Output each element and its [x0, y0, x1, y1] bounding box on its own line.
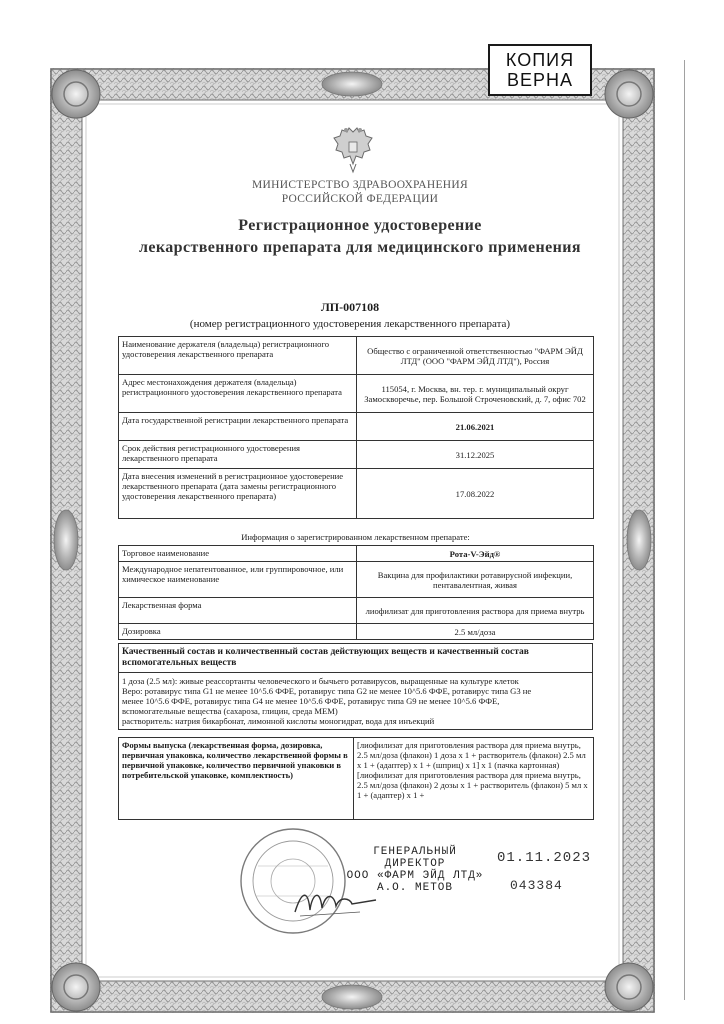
table-row — [119, 673, 593, 730]
director-signature-block — [340, 846, 490, 894]
ministry-line-2: РОССИЙСКОЙ ФЕДЕРАЦИИ — [281, 193, 439, 205]
table-row — [119, 375, 594, 413]
trade-name-value: Рота-V-Эйд® — [357, 546, 594, 562]
release-form-block-2: [лиофилизат для приготовления раствора для приема внутрь, 2.5 мл/доза (флакон) 2 дозы x 1 + растворитель (флакон) 5 мл x 1 + (адаптер) x 1 + — [357, 770, 588, 800]
validity-label: Срок действия регистрационного удостоверения лекарственного препарата — [119, 441, 357, 469]
copy-certified-stamp — [488, 44, 592, 96]
release-forms-value — [354, 738, 594, 820]
signature-line-4: А.О. МЕТОВ — [376, 882, 453, 894]
registration-number-note: (номер регистрационного удостоверения лекарственного препарата) — [189, 318, 511, 330]
signature-line-1: ГЕНЕРАЛЬНЫЙ — [373, 846, 457, 858]
table-row — [119, 413, 594, 441]
release-forms-label: Формы выпуска (лекарственная форма, дозировка, первичная упаковка, количество лекарственной формы в первичной упаковке, количество первичной упаковки в потребительской упаковке, комплектность) — [119, 738, 354, 820]
page-edge-line — [684, 60, 685, 1000]
serial-number: 043384 — [510, 878, 563, 893]
release-form-block-1: [лиофилизат для приготовления раствора для приема внутрь, 2.5 мл/доза (флакон) 1 доза x 1 + растворитель (флакон) 2.5 мл x 1 + (адаптер) x 1 + (шприц) x 1] x 1 (пачка картонная) — [357, 740, 586, 770]
certificate-title — [110, 215, 610, 259]
dosage-value: 2.5 мл/доза — [357, 624, 594, 640]
drug-info-table — [118, 545, 594, 640]
release-forms-table — [118, 737, 594, 820]
signature-line-3: ООО «ФАРМ ЭЙД ЛТД» — [346, 870, 484, 882]
trade-name-label: Торговое наименование — [119, 546, 357, 562]
inn-label: Международное непатентованное, или группировочное, или химическое наименование — [119, 562, 357, 598]
ministry-line-1: МИНИСТЕРСТВО ЗДРАВООХРАНЕНИЯ — [251, 179, 468, 191]
holder-address-label: Адрес местонахождения держателя (владельца) регистрационного удостоверения лекарственного препарата — [119, 375, 357, 413]
composition-line-2: Веро: ротавирус типа G1 не менее 10^5.6 ФФЕ, ротавирус типа G2 не менее 10^5.6 ФФЕ, ротавирус типа G3 не — [122, 686, 532, 696]
validity-value: 31.12.2025 — [357, 441, 594, 469]
changes-date-label: Дата внесения изменений в регистрационное удостоверение лекарственного препарата (дата замены регистрационного удостоверения лекарственного препарата) — [119, 469, 357, 519]
registration-date-label: Дата государственной регистрации лекарственного препарата — [119, 413, 357, 441]
table-row — [119, 598, 594, 624]
table-row — [119, 738, 594, 820]
table-row — [119, 644, 593, 673]
registration-date-value: 21.06.2021 — [357, 413, 594, 441]
composition-table — [118, 643, 593, 730]
title-line-2: лекарственного препарата для медицинского применения — [139, 239, 581, 256]
dosage-label: Дозировка — [119, 624, 357, 640]
changes-date-value: 17.08.2022 — [357, 469, 594, 519]
table-row — [119, 441, 594, 469]
holder-name-value: Общество с ограниченной ответственностью "ФАРМ ЭЙД ЛТД" (ООО "ФАРМ ЭЙД ЛТД"), Россия — [357, 337, 594, 375]
double-headed-eagle-emblem-icon — [332, 126, 374, 174]
holder-address-value: 115054, г. Москва, вн. тер. г. муниципальный округ Замоскворечье, пер. Большой Строченовский, д. 7, офис 702 — [357, 375, 594, 413]
composition-line-4: вспомогательные вещества (сахароза, глицин, среда MEM) — [122, 706, 338, 716]
composition-line-1: 1 доза (2.5 мл): живые реассортанты человеческого и бычьего ротавирусов, выращенные на культуре клеток — [122, 676, 519, 686]
table-row — [119, 337, 594, 375]
ministry-name — [200, 178, 520, 206]
composition-text — [119, 673, 593, 730]
holder-info-table — [118, 336, 594, 519]
signature-line-2: ДИРЕКТОР — [384, 858, 446, 870]
registration-number: ЛП-007108 — [320, 300, 380, 314]
dosage-form-value: лиофилизат для приготовления раствора для приема внутрь — [357, 598, 594, 624]
dosage-form-label: Лекарственная форма — [119, 598, 357, 624]
composition-line-3: менее 10^5.6 ФФЕ, ротавирус типа G4 не менее 10^5.6 ФФЕ, ротавирус типа G9 не менее 10^5.6 ФФЕ, — [122, 696, 500, 706]
stamp-line-2: ВЕРНА — [506, 70, 574, 90]
stamp-line-1: КОПИЯ — [505, 50, 575, 70]
table-row — [119, 624, 594, 640]
info-heading: Информация о зарегистрированном лекарственном препарате: — [241, 532, 470, 542]
inn-value: Вакцина для профилактики ротавирусной инфекции, пентавалентная, живая — [357, 562, 594, 598]
certification-date: 01.11.2023 — [497, 850, 592, 866]
title-line-1: Регистрационное удостоверение — [238, 217, 482, 234]
holder-name-label: Наименование держателя (владельца) регистрационного удостоверения лекарственного препарата — [119, 337, 357, 375]
composition-heading: Качественный состав и количественный состав действующих веществ и качественный состав вспомогательных веществ — [119, 644, 593, 673]
table-row — [119, 469, 594, 519]
table-row — [119, 546, 594, 562]
table-row — [119, 562, 594, 598]
composition-line-5: растворитель: натрия бикарбонат, лимонной кислоты моногидрат, вода для инъекций — [122, 716, 435, 726]
